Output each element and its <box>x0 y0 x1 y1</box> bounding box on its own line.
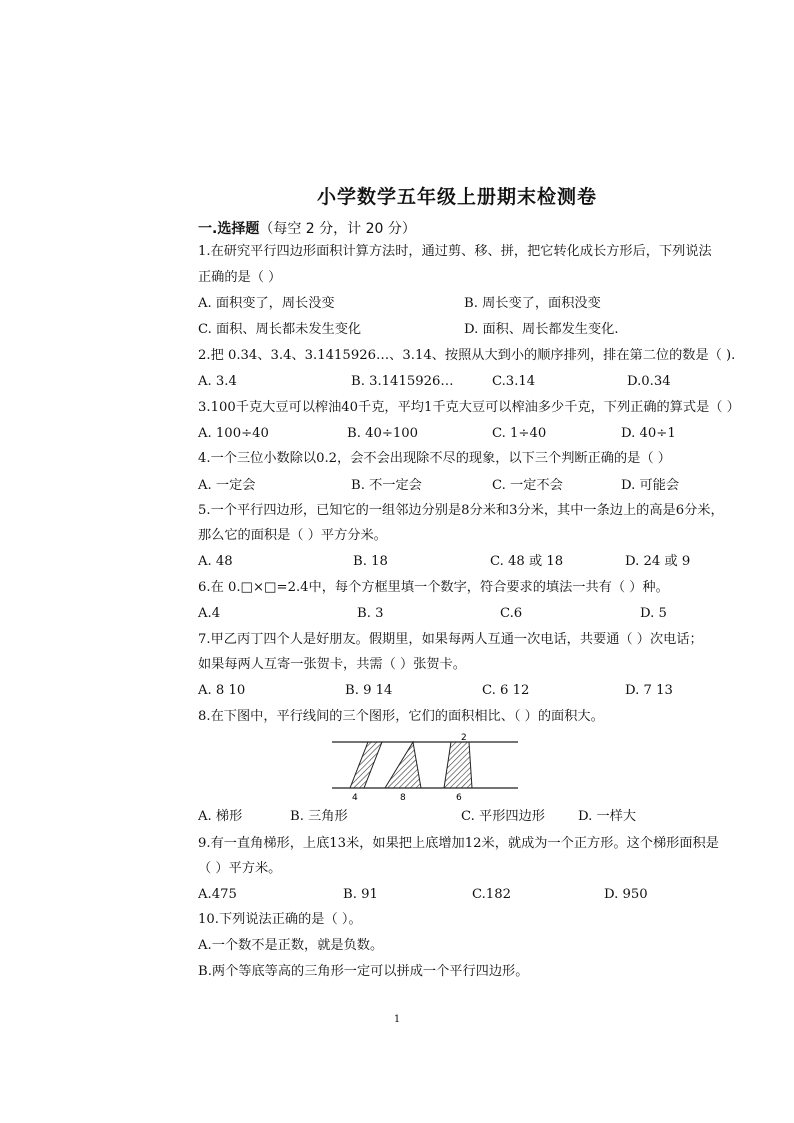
question-4-line-1: 4.一个三位小数除以0.2，会不会出现除不尽的现象，以下三个判断正确的是（ ） <box>198 451 671 466</box>
q9-option-b: B. 91 <box>343 887 378 902</box>
q1-option-b: B. 周长变了，面积没变 <box>464 296 601 311</box>
q6-option-d: D. 5 <box>640 606 667 621</box>
q8-option-b: B. 三角形 <box>290 809 348 824</box>
section-heading <box>198 218 416 238</box>
q7-option-d: D. 7 13 <box>625 683 673 698</box>
page-title: 小学数学五年级上册期末检测卷 <box>316 186 597 208</box>
q3-option-d: D. 40÷1 <box>621 426 676 441</box>
q7-option-a: A. 8 10 <box>198 683 246 698</box>
question-8-line-1: 8.在下图中，平行线间的三个图形，它们的面积相比、（ ）的面积大。 <box>198 709 604 724</box>
question-9-line-1: 9.有一直角梯形，上底13米，如果把上底增加12米，就成为一个正方形。这个梯形面积是 <box>198 836 719 851</box>
q6-option-c: C.6 <box>500 606 523 621</box>
q9-option-d: D. 950 <box>604 887 648 902</box>
parallel-lines-figure <box>330 732 520 804</box>
label-bottom-left: 4 <box>352 793 358 803</box>
question-1-line-1: 1.在研究平行四边形面积计算方法时，通过剪、移、拼，把它转化成长方形后，下列说法 <box>198 244 712 259</box>
q5-option-a: A. 48 <box>198 554 233 569</box>
question-10-line-1: 10.下列说法正确的是（ ）。 <box>198 912 362 927</box>
section-title: 一.选择题 <box>198 221 260 237</box>
label-bottom-right: 6 <box>456 793 462 803</box>
q5-option-b: B. 18 <box>353 554 388 569</box>
question-5-line-2: 那么它的面积是（ ）平方分米。 <box>198 528 387 543</box>
q7-option-b: B. 9 14 <box>345 683 393 698</box>
page-number: 1 <box>393 1014 401 1025</box>
q2-option-c: C.3.14 <box>492 374 536 389</box>
q4-option-b: B. 不一定会 <box>351 478 422 493</box>
question-10-line-3: B.两个等底等高的三角形一定可以拼成一个平行四边形。 <box>198 964 529 979</box>
question-1-line-2: 正确的是（ ） <box>198 270 282 285</box>
q4-option-c: C. 一定不会 <box>492 478 563 493</box>
section-note: （每空 2 分，计 20 分） <box>259 221 416 237</box>
triangle-shape <box>385 742 421 788</box>
q2-option-d: D.0.34 <box>627 374 671 389</box>
q3-option-b: B. 40÷100 <box>347 426 419 441</box>
q3-option-c: C. 1÷40 <box>492 426 547 441</box>
question-3-line-1: 3.100千克大豆可以榨油40千克，平均1千克大豆可以榨油多少千克，下列正确的算式是（ ） <box>198 400 740 415</box>
q2-option-b: B. 3.1415926… <box>351 374 454 389</box>
trapezoid-shape <box>444 742 472 788</box>
q4-option-a: A. 一定会 <box>198 478 256 493</box>
label-bottom-mid: 8 <box>400 793 406 803</box>
q7-option-c: C. 6 12 <box>482 683 530 698</box>
question-7-line-2: 如果每两人互寄一张贺卡，共需（ ）张贺卡。 <box>198 657 466 672</box>
q1-option-a: A. 面积变了，周长没变 <box>198 296 335 311</box>
parallelogram-shape <box>350 742 382 788</box>
q1-option-d: D. 面积、周长都发生变化. <box>464 322 619 337</box>
question-5-line-1: 5.一个平行四边形，已知它的一组邻边分别是8分米和3分米，其中一条边上的高是6分米， <box>198 503 724 518</box>
question-7-line-1: 7.甲乙丙丁四个人是好朋友。假期里，如果每两人互通一次电话，共要通（ ）次电话； <box>198 632 703 647</box>
q5-option-c: C. 48 或 18 <box>490 554 564 569</box>
q1-option-c: C. 面积、周长都未发生变化 <box>198 322 362 337</box>
q6-option-b: B. 3 <box>357 606 384 621</box>
question-10-line-2: A.一个数不是正数，就是负数。 <box>198 938 384 953</box>
question-6-line-1: 6.在 0.□×□=2.4中，每个方框里填一个数字，符合要求的填法一共有（ ）种。 <box>198 580 669 595</box>
q6-option-a: A.4 <box>198 606 221 621</box>
question-9-line-2: （ ）平方米。 <box>198 861 282 876</box>
question-2-line-1: 2.把 0.34、3.4、3.1415926…、3.14、按照从大到小的顺序排列，排在第二位的数是（ ). <box>198 348 736 363</box>
q2-option-a: A. 3.4 <box>198 374 237 389</box>
q9-option-c: C.182 <box>472 887 511 902</box>
q4-option-d: D. 可能会 <box>621 478 680 493</box>
q8-option-a: A. 梯形 <box>198 809 243 824</box>
q9-option-a: A.475 <box>198 887 237 902</box>
label-top: 2 <box>461 733 467 743</box>
q5-option-d: D. 24 或 9 <box>625 554 691 569</box>
q8-option-c: C. 平形四边形 <box>461 809 545 824</box>
q8-option-d: D. 一样大 <box>578 809 637 824</box>
q3-option-a: A. 100÷40 <box>198 426 269 441</box>
